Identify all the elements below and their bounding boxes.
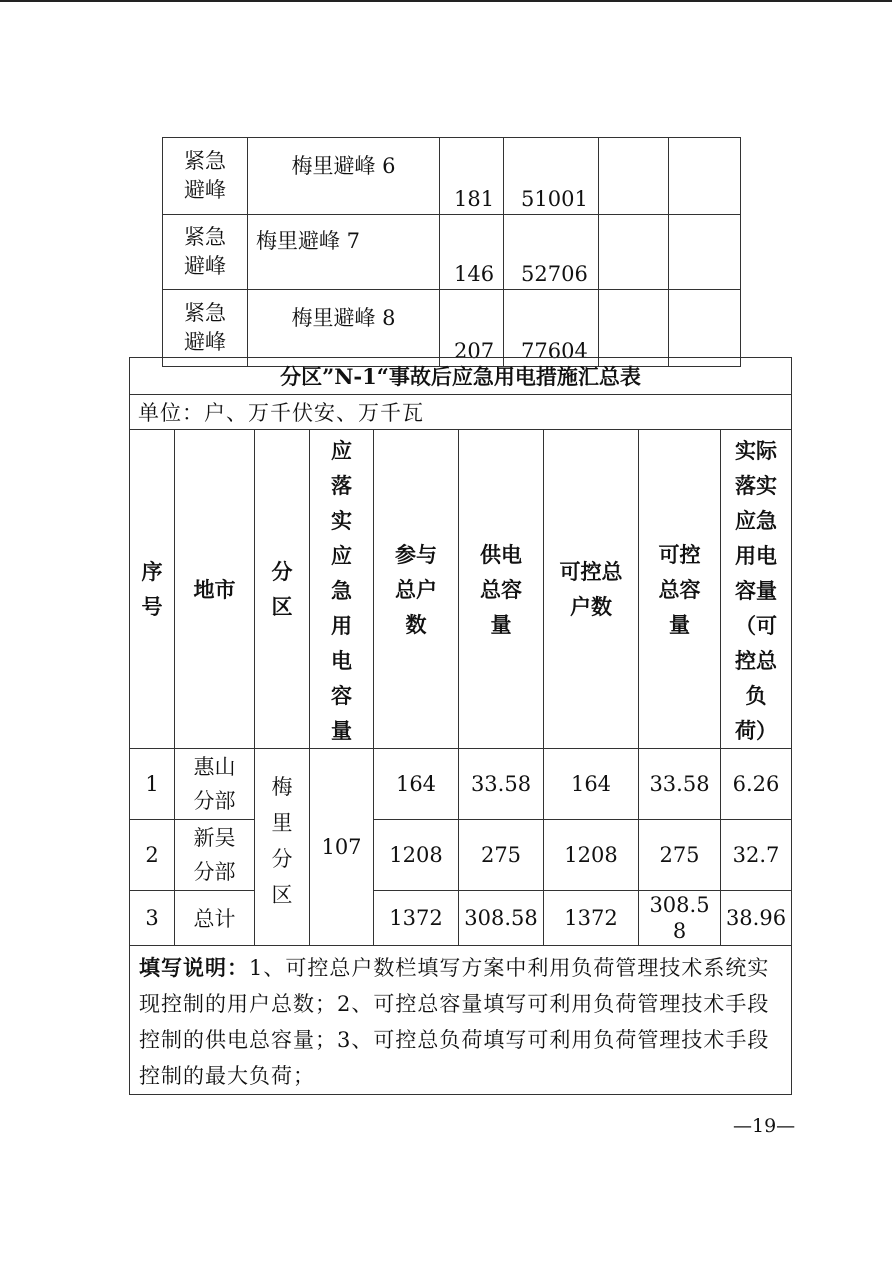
- category-cell: 紧急 避峰: [163, 138, 248, 215]
- participating-cell: 164: [374, 749, 459, 820]
- table-row: [163, 138, 741, 215]
- name-cell: 梅里避峰 6: [248, 138, 440, 215]
- ctrl-households-cell: 1372: [544, 891, 639, 946]
- note-label: 填写说明：: [139, 955, 249, 980]
- header-seq: 序号: [130, 430, 175, 749]
- ctrl-capacity-cell: 33.58: [639, 749, 721, 820]
- header-required-capacity: 应落实应急用电容量: [310, 430, 374, 749]
- table-row: [130, 820, 792, 891]
- empty-cell: [599, 215, 669, 290]
- supply-cell: 275: [459, 820, 544, 891]
- note-text: 1、可控总户数栏填写方案中利用负荷管理技术系统实现控制的用户总数；2、可控总容量填写可利用负荷管理技术手段控制的供电总容量；3、可控总负荷填写可利用负荷管理技术手段控制的最大负荷；: [139, 956, 770, 1088]
- table-row: [130, 749, 792, 820]
- category-cell: 紧急 避峰: [163, 290, 248, 367]
- table-row: [163, 290, 741, 367]
- actual-cell: 38.96: [721, 891, 792, 946]
- page-number: —19—: [733, 1115, 796, 1137]
- upper-table: [162, 137, 741, 367]
- header-controllable-capacity: 可控总容量: [639, 430, 721, 749]
- summary-table: [129, 357, 792, 1095]
- ctrl-capacity-cell: 308.58: [639, 891, 721, 946]
- header-participating-households: 参与总户数: [374, 430, 459, 749]
- empty-cell: [669, 215, 741, 290]
- households-cell: 207: [440, 290, 504, 367]
- table-title: 分区”N-1“事故后应急用电措施汇总表: [130, 358, 792, 395]
- required-capacity-cell: 107: [310, 749, 374, 946]
- table-row: [163, 215, 741, 290]
- header-supply-capacity: 供电总容量: [459, 430, 544, 749]
- seq-cell: 1: [130, 749, 175, 820]
- empty-cell: [599, 138, 669, 215]
- city-cell: 新吴分部: [175, 820, 255, 891]
- name-cell: 梅里避峰 7: [248, 215, 440, 290]
- empty-cell: [669, 138, 741, 215]
- ctrl-households-cell: 164: [544, 749, 639, 820]
- header-district: 分区: [255, 430, 310, 749]
- participating-cell: 1372: [374, 891, 459, 946]
- households-cell: 146: [440, 215, 504, 290]
- ctrl-households-cell: 1208: [544, 820, 639, 891]
- capacity-cell: 51001: [504, 138, 599, 215]
- city-cell: 惠山分部: [175, 749, 255, 820]
- ctrl-capacity-cell: 275: [639, 820, 721, 891]
- capacity-cell: 77604: [504, 290, 599, 367]
- households-cell: 181: [440, 138, 504, 215]
- unit-label: 单位：户、万千伏安、万千瓦: [130, 395, 792, 430]
- header-city: 地市: [175, 430, 255, 749]
- supply-cell: 308.58: [459, 891, 544, 946]
- actual-cell: 6.26: [721, 749, 792, 820]
- header-controllable-households: 可控总户数: [544, 430, 639, 749]
- supply-cell: 33.58: [459, 749, 544, 820]
- participating-cell: 1208: [374, 820, 459, 891]
- name-cell: 梅里避峰 8: [248, 290, 440, 367]
- seq-cell: 3: [130, 891, 175, 946]
- page-top-border: [0, 0, 892, 2]
- city-cell: 总计: [175, 891, 255, 946]
- empty-cell: [599, 290, 669, 367]
- capacity-cell: 52706: [504, 215, 599, 290]
- seq-cell: 2: [130, 820, 175, 891]
- category-cell: 紧急 避峰: [163, 215, 248, 290]
- header-row: [130, 430, 792, 749]
- header-actual-capacity: 实际落实应急用电容量（可控总负荷）: [721, 430, 792, 749]
- fill-instructions: [130, 946, 792, 1095]
- table-row: [130, 891, 792, 946]
- empty-cell: [669, 290, 741, 367]
- actual-cell: 32.7: [721, 820, 792, 891]
- district-cell: 梅里分区: [255, 749, 310, 946]
